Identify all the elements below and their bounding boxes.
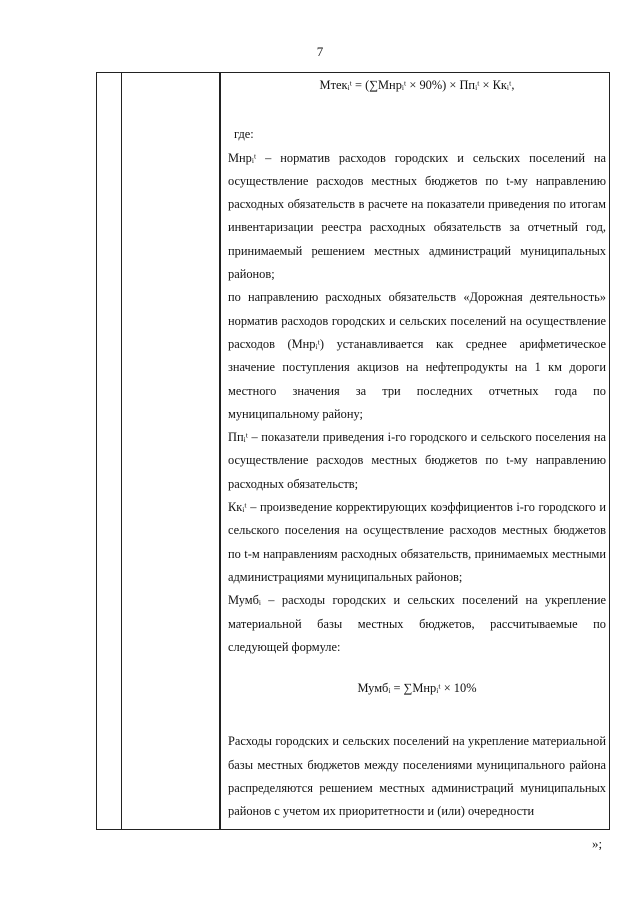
paragraph-final: Расходы городских и сельских поселений на укрепление материальной базы местных бюджетов между поселениями муниципального района распределяются решением местных администраций муниципальных районов с учетом их приоритетности и (или) очередности xyxy=(228,734,606,819)
paragraph-kk: Ккᵢᵗ – произведение корректирующих коэффициентов i-го городского и сельского поселения на осуществление расходов местных бюджетов по t-м направлениям расходных обязательств, принимаемых местными администрациями муниципальных районов; xyxy=(228,500,606,584)
table-cell-content xyxy=(228,72,606,824)
paragraph-mnr: Мнрᵢᵗ – норматив расходов городских и сельских поселений на осуществление расходов местных бюджетов по t-му направлению расходных обязательств в расчете на показатели приведения по итогам инвентаризации реестра расходных обязательств за отчетный год, принимаемый решением местных администраций муниципальных районов; xyxy=(228,150,606,282)
paragraph-pp: Ппᵢᵗ – показатели приведения i-го городского и сельского поселения на осуществление расходов местных бюджетов по t-му направлению расходных обязательств; xyxy=(228,430,606,491)
page-number: 7 xyxy=(316,44,324,59)
formula-main: Мтекᵢᵗ = (∑Мнрᵢᵗ × 90%) × Ппᵢᵗ × Ккᵢᵗ, xyxy=(319,78,515,92)
closing-mark: »; xyxy=(592,836,603,851)
formula-second: Мумбᵢ = ∑Мнрᵢᵗ × 10% xyxy=(357,681,477,696)
paragraph-mumb: Мумбᵢ – расходы городских и сельских поселений на укрепление материальной базы местных бюджетов, рассчитываемые по следующей формуле: xyxy=(228,593,606,654)
column-divider xyxy=(121,73,122,829)
paragraph-road: по направлению расходных обязательств «Дорожная деятельность» норматив расходов городских и сельских поселений на осуществление расходов (Мнрᵢᵗ) устанавливается как среднее арифметическое значение поступления акцизов на нефтепродукты на 1 км дороги местного значения за три последних отчетных года по муниципальному району; xyxy=(228,290,606,421)
column-divider xyxy=(219,73,221,829)
where-label: где: xyxy=(234,127,254,142)
